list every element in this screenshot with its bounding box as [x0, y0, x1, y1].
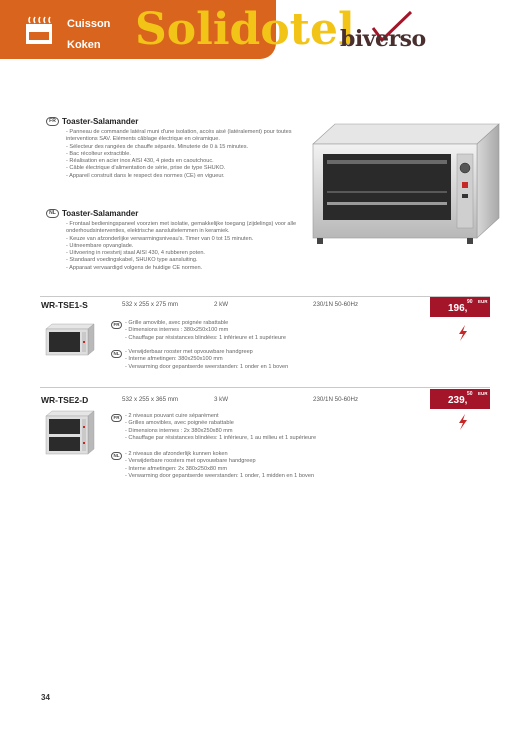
- list-item: - Réalisation en acier inox AISI 430, 4 pieds en caoutchouc.: [66, 158, 214, 165]
- list-item: - Bac récolteur extractible.: [66, 150, 131, 157]
- model-code: WR-TSE1-S: [41, 300, 88, 310]
- feature-list-fr: [125, 413, 425, 442]
- feature-list-nl: [125, 451, 425, 480]
- model-thumbnail: [44, 410, 96, 456]
- list-item: - 2 niveaux pouvant cuire séparément: [125, 413, 219, 419]
- model-dimensions: 532 x 255 x 365 mm: [122, 396, 179, 403]
- list-item: - Panneau de commande latéral muni d'une isolation, accès aisé (latéralement) pour toutes interventions SAV. Eléments câblage électrique en céramique.: [66, 129, 292, 143]
- list-item: - Verwarming door gepantserde weerstanden: 1 onder, 1 midden en 1 boven: [125, 472, 315, 479]
- list-item: - Chauffage par résistances blindées: 1 inférieure, 1 au milieu et 1 supérieure: [125, 434, 317, 441]
- salamander-product-image: [309, 120, 503, 248]
- price-decimals: 90: [467, 299, 473, 305]
- list-item: - Uitneembare opvanglade.: [66, 242, 134, 249]
- model-code: WR-TSE2-D: [41, 395, 89, 405]
- list-item: - 2 niveaus die afzonderlijk kunnen koken: [125, 451, 228, 457]
- feature-list-fr: [66, 129, 306, 180]
- list-item: - Dimensions internes : 2x 380x250x80 mm: [125, 427, 233, 434]
- list-item: - Keuze van afzonderlijke verwarmingsniveau's. Timer van 0 tot 15 minuten.: [66, 235, 254, 242]
- list-item: - Appareil construit dans le respect des normes (CE) en vigueur.: [66, 172, 225, 179]
- product-title-fr: Toaster-Salamander: [62, 117, 139, 126]
- language-badge-nl: NL: [111, 452, 122, 460]
- model-power: 2 kW: [214, 301, 229, 308]
- price-integer: 239,: [448, 395, 468, 406]
- category-label-fr: Cuisson: [67, 18, 111, 30]
- list-item: - Grille amovible, avec poignée rabattable: [125, 320, 229, 326]
- language-badge-nl: NL: [111, 350, 122, 358]
- stove-icon: [23, 14, 55, 46]
- page-number: 34: [41, 693, 50, 702]
- list-item: - Verwarming door gepantserde weerstanden: 1 onder en 1 boven: [125, 363, 289, 370]
- list-item: - Grilles amovibles, avec poignée rabattable: [125, 420, 234, 427]
- price-currency: EUR: [478, 299, 488, 304]
- language-badge-fr: FR: [111, 414, 122, 422]
- language-badge-nl: NL: [46, 209, 59, 218]
- brand-logo-solidotel: Solidotel: [135, 4, 355, 55]
- list-item: - Verwijderbare roosters met opvouwbare handgreep: [125, 458, 256, 465]
- feature-list-fr: [125, 320, 425, 342]
- list-item: - Standaard voedingskabel, SHUKO type aansluiting.: [66, 257, 198, 264]
- model-voltage: 230/1N 50-60Hz: [313, 396, 359, 403]
- language-badge-fr: FR: [46, 117, 59, 126]
- divider: [40, 387, 490, 388]
- list-item: - Interne afmetingen: 2x 380x250x80 mm: [125, 465, 227, 472]
- list-item: - Câble électrique d'alimentation de série, prise de type SHUKO.: [66, 165, 226, 172]
- list-item: - Dimensions internes : 380x250x100 mm: [125, 327, 229, 334]
- category-label-nl: Koken: [67, 39, 101, 51]
- electric-icon: [456, 325, 470, 341]
- price-integer: 196,: [448, 303, 468, 314]
- price-decimals: 50: [467, 391, 473, 397]
- price-badge: [430, 297, 490, 317]
- language-badge-fr: FR: [111, 321, 122, 329]
- electric-icon: [456, 414, 470, 430]
- list-item: - Interne afmetingen: 380x250x100 mm: [125, 356, 223, 363]
- list-item: - Frontaal bedieningspaneel voorzien met isolatie, gemakkelijke toegang (zijdelings) voor alle onderhoudsinterventies, elektrische aansluitelemmen in keramiek.: [66, 221, 297, 235]
- model-power: 3 kW: [214, 396, 229, 403]
- list-item: - Apparaat vervaardigd volgens de huidige CE normen.: [66, 264, 203, 271]
- list-item: - Uitvoering in roestvrij staal AISI 430, 4 rubberen poten.: [66, 250, 205, 257]
- model-dimensions: 532 x 255 x 275 mm: [122, 301, 179, 308]
- list-item: - Chauffage par résistances blindées: 1 inférieure et 1 supérieure: [125, 334, 286, 341]
- price-badge: [430, 389, 490, 409]
- feature-list-nl: [125, 349, 425, 371]
- divider: [40, 296, 490, 297]
- list-item: - Sélecteur des rangées de chauffe séparés. Minuterie de 0 à 15 minutes.: [66, 143, 249, 150]
- feature-list-nl: [66, 221, 306, 272]
- model-thumbnail: [44, 323, 96, 357]
- model-voltage: 230/1N 50-60Hz: [313, 301, 359, 308]
- brand-logo-biverso: biverso: [340, 26, 426, 52]
- price-currency: EUR: [478, 391, 488, 396]
- product-title-nl: Toaster-Salamander: [62, 209, 139, 218]
- list-item: - Verwijderbaar rooster met opvouwbare handgreep: [125, 349, 253, 355]
